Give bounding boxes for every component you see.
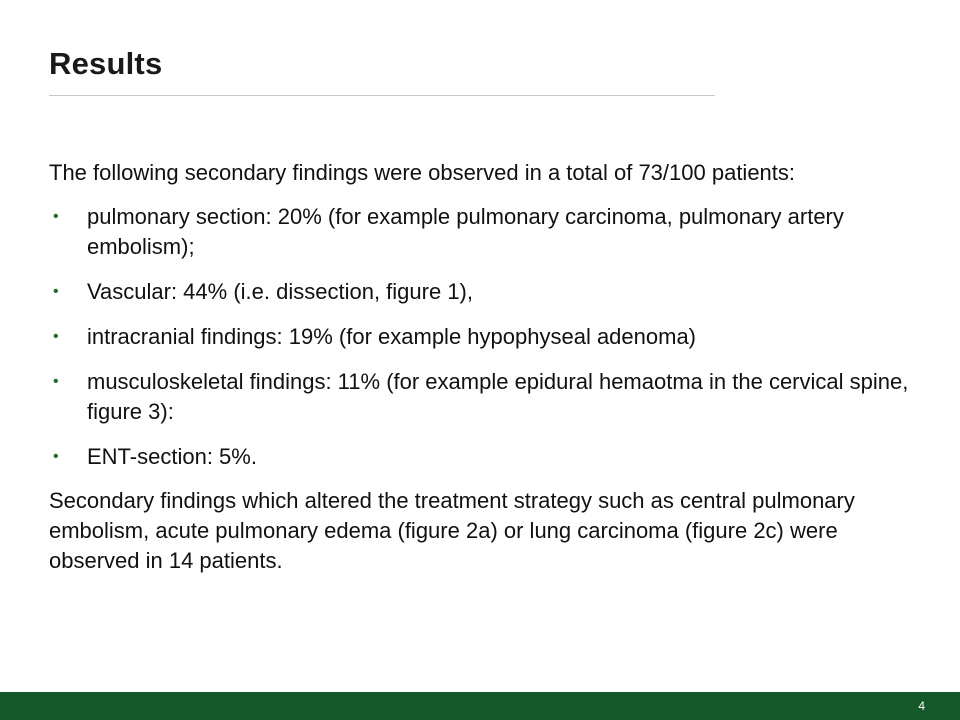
page-number: 4: [918, 699, 925, 713]
list-item: [49, 322, 919, 352]
list-item: [49, 277, 919, 307]
bullet-icon: •: [53, 448, 59, 465]
bullet-icon: •: [53, 208, 59, 225]
bullet-icon: •: [53, 283, 59, 300]
list-item: [49, 202, 919, 262]
slide-title: Results: [49, 46, 163, 81]
list-item-text: intracranial findings: 19% (for example hypophyseal adenoma): [87, 324, 697, 349]
slide-body: [49, 158, 919, 576]
list-item-text: ENT-section: 5%.: [87, 444, 257, 469]
footer-bar: [0, 692, 960, 720]
bullet-icon: •: [53, 373, 59, 390]
closing-paragraph: Secondary findings which altered the treatment strategy such as central pulmonary embolism, acute pulmonary edema (figure 2a) or lung carcinoma (figure 2c) were observed in 14 patients.: [49, 488, 855, 573]
bullet-icon: •: [53, 328, 59, 345]
list-item: [49, 442, 919, 472]
findings-list: [49, 202, 919, 472]
intro-paragraph: The following secondary findings were observed in a total of 73/100 patients:: [49, 160, 796, 185]
list-item: [49, 367, 919, 427]
list-item-text: pulmonary section: 20% (for example pulmonary carcinoma, pulmonary artery embolism);: [87, 204, 844, 259]
list-item-text: musculoskeletal findings: 11% (for example epidural hemaotma in the cervical spine, figure 3):: [87, 369, 909, 424]
title-divider: [49, 95, 715, 96]
list-item-text: Vascular: 44% (i.e. dissection, figure 1),: [87, 279, 473, 304]
